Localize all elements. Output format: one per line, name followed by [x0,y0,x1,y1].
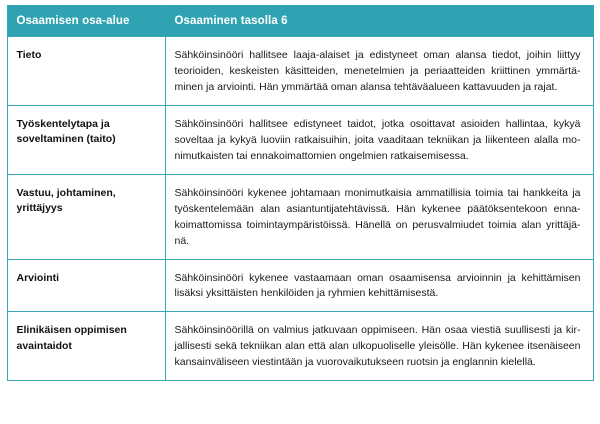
row-description: Sähköinsinööri hallitsee laaja-alaiset ja edistyneet oman alansa tiedot, joihin liittyy teorioiden, keskeisten käsitteiden, menetelmien ja periaatteiden kriittinen ymmärtä-minen ja arviointi. Hän ymmärtää oman alansa tehtäväalueen kattavuuden ja rajat. [165,37,593,106]
row-description: Sähköinsinööri kykenee johtamaan monimutkaisia ammatillisia toimia tai hankkeita ja työskentelemään alan asiantuntijatehtävissä. Hän kykenee päätöksentekoon enna-koimattomissa toimintaympäristöissä. Hänellä on perusvalmiudet toimia alan yrittäjä-nä. [165,174,593,259]
competence-table [7,5,594,381]
column-header-area: Osaamisen osa-alue [7,6,165,37]
table-row [7,105,593,174]
table-row [7,259,593,312]
table-body [7,37,593,381]
table-row [7,312,593,381]
table-header-row [7,6,593,37]
table-row [7,37,593,106]
row-area-label: Tieto [7,37,165,106]
row-area-label: Työskentelytapa ja soveltaminen (taito) [7,105,165,174]
row-area-label: Arviointi [7,259,165,312]
row-area-label: Vastuu, johtaminen, yrittäjyys [7,174,165,259]
table-row [7,174,593,259]
row-area-label: Elinikäisen oppimisen avaintaidot [7,312,165,381]
row-description: Sähköinsinööri hallitsee edistyneet taidot, jotka osoittavat asioiden hallintaa, kykyä soveltaa ja kykyä luoviin ratkaisuihin, joita vaaditaan tekniikan ja liikenteen alalla mo-nimutkaisten tai ennakoimattomien ongelmien ratkaisemisessa. [165,105,593,174]
column-header-level: Osaaminen tasolla 6 [165,6,593,37]
row-description: Sähköinsinööri kykenee vastaamaan oman osaamisensa arvioinnin ja kehittämisen lisäksi yksittäisten henkilöiden ja ryhmien kehittämisestä. [165,259,593,312]
row-description: Sähköinsinöörillä on valmius jatkuvaan oppimiseen. Hän osaa viestiä suullisesti ja kir-jallisesti sekä tekniikan alan että alan ulkopuoliselle yleisölle. Hän kykenee itsenäiseen kansainväliseen viestintään ja vuorovaikutukseen ruotsin ja englannin kielellä. [165,312,593,381]
table-header [7,6,593,37]
